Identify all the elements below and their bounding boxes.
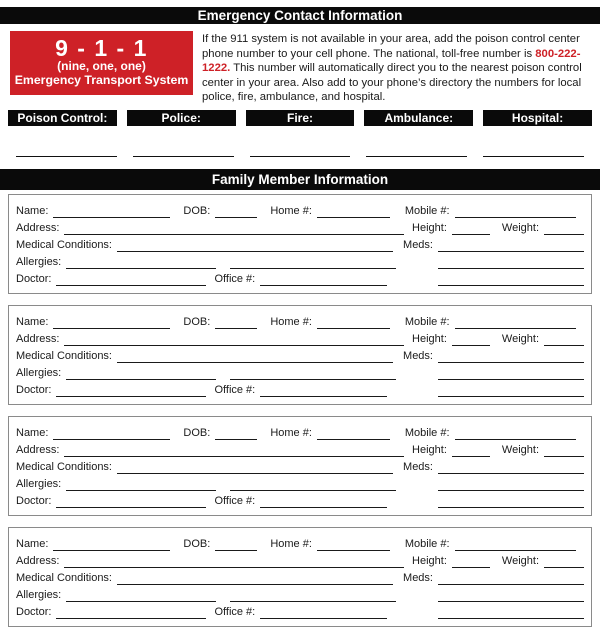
address-write-line bbox=[64, 344, 404, 346]
member-row-allergies bbox=[16, 252, 584, 269]
family-member-card bbox=[8, 305, 592, 405]
meds-write-line-3 bbox=[438, 395, 584, 397]
mobile-phone-label: Mobile #: bbox=[404, 204, 450, 217]
family-member-card bbox=[8, 416, 592, 516]
mobile-phone-write-line bbox=[455, 549, 576, 551]
address-label: Address: bbox=[16, 554, 60, 567]
intro-section bbox=[0, 31, 600, 105]
dob-label: DOB: bbox=[183, 315, 211, 328]
meds-write-line bbox=[438, 472, 584, 474]
allergies-write-line bbox=[66, 489, 216, 491]
address-write-line bbox=[64, 455, 404, 457]
member-row-allergies bbox=[16, 585, 584, 602]
weight-label: Weight: bbox=[501, 221, 539, 234]
height-label: Height: bbox=[412, 443, 447, 456]
instructions-text-before: If the 911 system is not available in your area, add the poison control center phone number to your cell phone. The national, toll-free number is bbox=[202, 33, 580, 60]
medical-conditions-label: Medical Conditions: bbox=[16, 571, 112, 584]
doctor-label: Doctor: bbox=[16, 605, 52, 618]
address-label: Address: bbox=[16, 332, 60, 345]
dob-write-line bbox=[215, 327, 257, 329]
member-row-medical bbox=[16, 568, 584, 585]
meds-write-line bbox=[438, 250, 584, 252]
section-header-emergency-contact bbox=[0, 7, 600, 24]
meds-write-line-2 bbox=[438, 489, 584, 491]
911-words: (nine, one, one) bbox=[57, 59, 146, 73]
medical-conditions-label: Medical Conditions: bbox=[16, 238, 112, 251]
member-row-doctor bbox=[16, 602, 584, 619]
contact-label-bar: Poison Control: bbox=[8, 110, 117, 126]
weight-label: Weight: bbox=[501, 443, 539, 456]
office-phone-write-line bbox=[260, 395, 387, 397]
name-write-line bbox=[53, 216, 170, 218]
mobile-phone-write-line bbox=[455, 438, 576, 440]
weight-write-line bbox=[544, 344, 584, 346]
family-member-card bbox=[8, 527, 592, 627]
member-row-medical bbox=[16, 346, 584, 363]
dob-label: DOB: bbox=[183, 204, 211, 217]
911-callout-box bbox=[10, 31, 193, 95]
name-label: Name: bbox=[16, 537, 49, 550]
allergies-write-line bbox=[66, 378, 216, 380]
dob-write-line bbox=[215, 438, 257, 440]
emergency-contact-title: Emergency Contact Information bbox=[197, 8, 403, 23]
911-number: 9 - 1 - 1 bbox=[55, 35, 148, 61]
member-row-identity bbox=[16, 423, 584, 440]
meds-write-line-3 bbox=[438, 284, 584, 286]
height-write-line bbox=[452, 566, 490, 568]
meds-write-line-3 bbox=[438, 617, 584, 619]
office-phone-label: Office #: bbox=[214, 605, 256, 618]
name-label: Name: bbox=[16, 426, 49, 439]
meds-write-line bbox=[438, 583, 584, 585]
contact-write-line bbox=[483, 155, 584, 157]
home-phone-write-line bbox=[317, 327, 390, 329]
doctor-label: Doctor: bbox=[16, 494, 52, 507]
contact-write-line bbox=[133, 155, 234, 157]
emergency-form-page bbox=[0, 7, 600, 627]
allergies-label: Allergies: bbox=[16, 477, 62, 490]
medical-conditions-write-line bbox=[117, 472, 393, 474]
mobile-phone-label: Mobile #: bbox=[404, 426, 450, 439]
doctor-label: Doctor: bbox=[16, 383, 52, 396]
meds-write-line-2 bbox=[438, 600, 584, 602]
address-label: Address: bbox=[16, 443, 60, 456]
medical-conditions-label: Medical Conditions: bbox=[16, 349, 112, 362]
dob-label: DOB: bbox=[183, 426, 211, 439]
home-phone-write-line bbox=[317, 438, 390, 440]
member-row-address bbox=[16, 218, 584, 235]
mobile-phone-label: Mobile #: bbox=[404, 315, 450, 328]
contact-label-bar: Ambulance: bbox=[364, 110, 473, 126]
home-phone-label: Home #: bbox=[270, 204, 312, 217]
doctor-write-line bbox=[56, 506, 206, 508]
height-label: Height: bbox=[412, 554, 447, 567]
weight-label: Weight: bbox=[501, 554, 539, 567]
doctor-write-line bbox=[56, 395, 206, 397]
name-write-line bbox=[53, 549, 170, 551]
medical-conditions-write-line bbox=[117, 250, 393, 252]
office-phone-write-line bbox=[260, 284, 387, 286]
allergies-write-line-2 bbox=[230, 378, 396, 380]
name-write-line bbox=[53, 327, 170, 329]
allergies-write-line bbox=[66, 267, 216, 269]
member-row-address bbox=[16, 440, 584, 457]
height-write-line bbox=[452, 455, 490, 457]
doctor-label: Doctor: bbox=[16, 272, 52, 285]
address-write-line bbox=[64, 233, 404, 235]
family-member-title: Family Member Information bbox=[211, 171, 389, 187]
meds-write-line-2 bbox=[438, 267, 584, 269]
office-phone-write-line bbox=[260, 617, 387, 619]
contact-label-bar: Police: bbox=[127, 110, 236, 126]
home-phone-write-line bbox=[317, 549, 390, 551]
name-label: Name: bbox=[16, 315, 49, 328]
meds-label: Meds: bbox=[403, 460, 433, 473]
address-label: Address: bbox=[16, 221, 60, 234]
weight-write-line bbox=[544, 566, 584, 568]
member-row-allergies bbox=[16, 474, 584, 491]
allergies-write-line-2 bbox=[230, 600, 396, 602]
address-write-line bbox=[64, 566, 404, 568]
member-row-medical bbox=[16, 235, 584, 252]
weight-write-line bbox=[544, 455, 584, 457]
contact-label-bar: Hospital: bbox=[483, 110, 592, 126]
allergies-write-line-2 bbox=[230, 489, 396, 491]
height-write-line bbox=[452, 344, 490, 346]
allergies-write-line-2 bbox=[230, 267, 396, 269]
meds-write-line-2 bbox=[438, 378, 584, 380]
contact-write-line bbox=[16, 155, 117, 157]
home-phone-write-line bbox=[317, 216, 390, 218]
member-row-identity bbox=[16, 534, 584, 551]
section-header-family-member bbox=[0, 169, 600, 190]
dob-write-line bbox=[215, 216, 257, 218]
height-write-line bbox=[452, 233, 490, 235]
911-caption: Emergency Transport System bbox=[14, 73, 189, 87]
allergies-label: Allergies: bbox=[16, 366, 62, 379]
emergency-contacts-write-lines bbox=[0, 155, 600, 157]
member-row-identity bbox=[16, 312, 584, 329]
medical-conditions-write-line bbox=[117, 583, 393, 585]
member-row-identity bbox=[16, 201, 584, 218]
mobile-phone-write-line bbox=[455, 216, 576, 218]
member-row-address bbox=[16, 551, 584, 568]
office-phone-write-line bbox=[260, 506, 387, 508]
member-row-address bbox=[16, 329, 584, 346]
emergency-contacts-row bbox=[0, 110, 600, 126]
mobile-phone-write-line bbox=[455, 327, 576, 329]
contact-label-bar: Fire: bbox=[246, 110, 355, 126]
doctor-write-line bbox=[56, 284, 206, 286]
office-phone-label: Office #: bbox=[214, 272, 256, 285]
allergies-label: Allergies: bbox=[16, 588, 62, 601]
meds-label: Meds: bbox=[403, 571, 433, 584]
member-row-doctor bbox=[16, 491, 584, 508]
medical-conditions-label: Medical Conditions: bbox=[16, 460, 112, 473]
medical-conditions-write-line bbox=[117, 361, 393, 363]
doctor-write-line bbox=[56, 617, 206, 619]
home-phone-label: Home #: bbox=[270, 537, 312, 550]
family-member-card bbox=[8, 194, 592, 294]
contact-write-line bbox=[366, 155, 467, 157]
height-label: Height: bbox=[412, 332, 447, 345]
meds-write-line-3 bbox=[438, 506, 584, 508]
office-phone-label: Office #: bbox=[214, 383, 256, 396]
contact-write-line bbox=[250, 155, 351, 157]
office-phone-label: Office #: bbox=[214, 494, 256, 507]
height-label: Height: bbox=[412, 221, 447, 234]
dob-label: DOB: bbox=[183, 537, 211, 550]
family-members-list bbox=[0, 194, 600, 627]
mobile-phone-label: Mobile #: bbox=[404, 537, 450, 550]
instructions-text-after: This number will automatically direct you to the nearest poison control center in your area. Also add to your phone’s directory the numbers for local police, fire, ambulance, and hospital. bbox=[202, 62, 582, 104]
meds-write-line bbox=[438, 361, 584, 363]
home-phone-label: Home #: bbox=[270, 315, 312, 328]
poison-control-instructions bbox=[202, 31, 592, 105]
member-row-doctor bbox=[16, 380, 584, 397]
member-row-doctor bbox=[16, 269, 584, 286]
meds-label: Meds: bbox=[403, 349, 433, 362]
weight-label: Weight: bbox=[501, 332, 539, 345]
allergies-label: Allergies: bbox=[16, 255, 62, 268]
poison-control-phone-number: 800-222-1222. bbox=[202, 47, 581, 75]
meds-label: Meds: bbox=[403, 238, 433, 251]
member-row-medical bbox=[16, 457, 584, 474]
name-label: Name: bbox=[16, 204, 49, 217]
member-row-allergies bbox=[16, 363, 584, 380]
dob-write-line bbox=[215, 549, 257, 551]
name-write-line bbox=[53, 438, 170, 440]
weight-write-line bbox=[544, 233, 584, 235]
allergies-write-line bbox=[66, 600, 216, 602]
home-phone-label: Home #: bbox=[270, 426, 312, 439]
